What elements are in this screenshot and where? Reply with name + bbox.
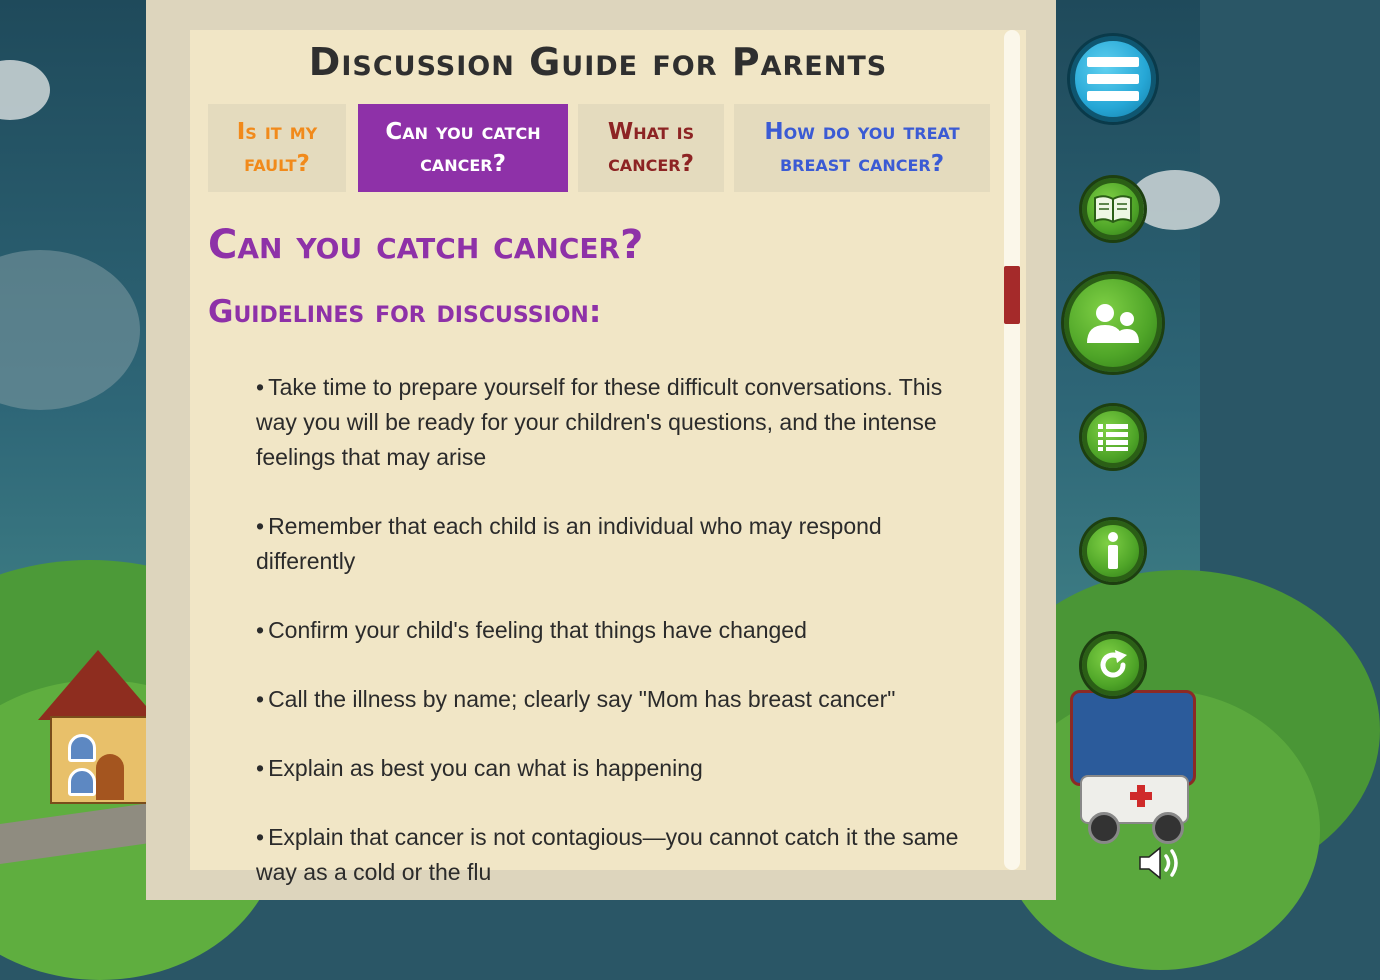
replay-button[interactable] <box>1082 634 1144 696</box>
section-heading: Can you catch cancer? <box>208 222 644 268</box>
discussion-guide-panel <box>146 0 1056 900</box>
guidelines-heading: Guidelines for discussion: <box>208 294 602 330</box>
topic-content <box>208 220 988 924</box>
sound-button[interactable] <box>1136 840 1186 886</box>
info-icon <box>1103 531 1123 571</box>
tab-is-it-my-fault[interactable]: Is it my fault? <box>208 104 346 192</box>
replay-icon <box>1095 647 1131 683</box>
list-icon <box>1096 422 1130 452</box>
book-button[interactable] <box>1082 178 1144 240</box>
guide-content-area <box>190 30 1026 885</box>
info-button[interactable] <box>1082 520 1144 582</box>
list-item: • Explain that cancer is not contagious—you cannot catch it the same way as a cold or the flu <box>256 824 959 885</box>
menu-icon <box>1087 57 1139 101</box>
parents-button[interactable] <box>1064 274 1162 372</box>
menu-button[interactable] <box>1070 36 1156 122</box>
house-illustration <box>38 650 148 800</box>
list-item: • Call the illness by name; clearly say "Mom has breast cancer" <box>256 686 896 712</box>
scrollbar[interactable] <box>1004 30 1020 870</box>
scrollbar-thumb[interactable] <box>1004 266 1020 324</box>
tab-what-is-cancer[interactable]: What is cancer? <box>578 104 724 192</box>
tab-can-you-catch-cancer[interactable]: Can you catch cancer? <box>358 104 568 192</box>
list-item: • Remember that each child is an individual who may respond differently <box>256 513 882 574</box>
guide-title: Discussion Guide for Parents <box>308 40 888 84</box>
ambulance-illustration <box>1060 680 1200 850</box>
tab-how-do-you-treat-breast-cancer[interactable]: How do you treat breast cancer? <box>734 104 990 192</box>
list-button[interactable] <box>1082 406 1144 468</box>
cloud <box>1130 170 1220 230</box>
list-item: • Confirm your child's feeling that things have changed <box>256 617 807 643</box>
parents-icon <box>1083 301 1143 345</box>
guidelines-list <box>256 370 986 890</box>
book-icon <box>1093 194 1133 224</box>
list-item: • Explain as best you can what is happening <box>256 755 703 781</box>
speaker-icon <box>1138 844 1184 882</box>
list-item: • Take time to prepare yourself for these difficult conversations. This way you will be ready for your children's questions, and the intense feelings that may arise <box>256 374 943 470</box>
